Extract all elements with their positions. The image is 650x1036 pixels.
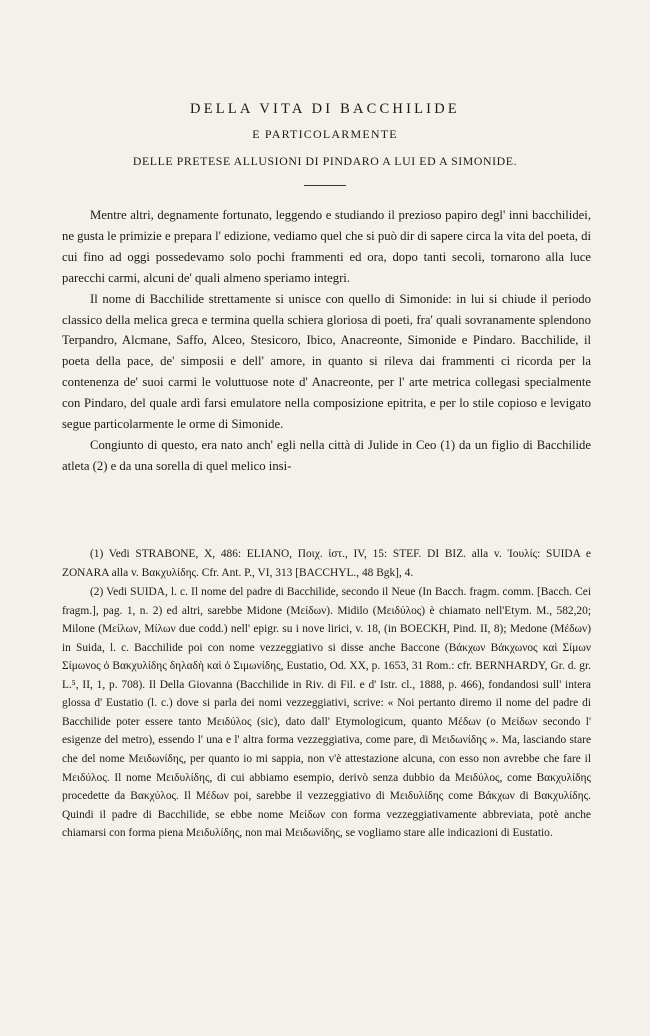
main-text (62, 205, 591, 477)
body-paragraph: Congiunto di questo, era nato anch' egli nella città di Julide in Ceo (1) da un figlio di Bacchilide atleta (2) e da una sorella di quel melico insi- (62, 437, 591, 473)
page-title: DELLA VITA DI BACCHILIDE (190, 101, 460, 117)
page-subtitle: E PARTICOLARMENTE (252, 127, 398, 141)
body-paragraph: Mentre altri, degnamente fortunato, leggendo e studiando il prezioso papiro degl' inni bacchilidei, ne gusta le primizie e prepara l' edizione, vediamo quel che si può dir di sapere circa la vita del poeta, di cui fino ad oggi possedevamo solo pochi frammenti ed ora, dopo tanti secoli, tornarono alla luce parecchi carmi, alcuni de' quali almeno speriamo integri. (62, 208, 591, 285)
title-divider (304, 185, 346, 186)
footnote: (1) Vedi STRABONE, X, 486: ELIANO, Ποιχ. ἱστ., IV, 15: STEF. DI BIZ. alla v. Ἰουλίς: SUIDA e ZONARA alla v. Βακχυλίδης. Cfr. Ant. P., VI, 313 [BACCHYL., 48 Bgk], 4. (62, 548, 591, 579)
footnote: (2) Vedi SUIDA, l. c. Il nome del padre di Bacchilide, secondo il Neue (In Bacch. fragm. comm. [Bacch. Cei fragm.], pag. 1, n. 2) ed altri, sarebbe Midone (Μείδων). Midilo (Μειδύλος) è chiamato nell'Etym. M., 582,20; Milone (Μείλων, Μίλων due codd.) nell' epigr. su i nove lirici, v. 18, (in BOECKH, Pind. II, 8); Medone (Μέδων) in Suida, l. c. Bacchilide poi con nome vezzeggiativo si disse anche Baccone (Βάκχων Βάκχωνος καὶ Σίμων Σίμωνος ὁ Βακχυλίδης δηλαδὴ καὶ ὁ Σιμωνίδης, Eustatio, Od. XX, p. 1653, 31 Rom.: cfr. BERNHARDY, Gr. d. gr. L.⁵, II, 1, p. 708). Il Della Giovanna (Bacchilide in Riv. di Fil. e d' Istr. cl., 1888, p. 466), fondandosi sull' intera glossa d' Eustatio (l. c.) dove si parla dei nomi vezzeggiativi, scrive: « Noi pertanto diremo il nome del padre di Bacchilide poter essere tanto Μειδύλος (sic), dato dall' Etymologicum, quanto Μέδων (o Μείδων secondo l' esigenze del metro), essendo l' una e l' altra forma vezzeggiativa, come pare, di Μειδωνίδης ». Ma, lasciando stare che del nome Μειδωνίδης, per quanto io mi sappia, non v'è attestazione alcuna, con esso non avrebbe che fare il Μειδύλος. Il nome Μειδυλίδης, di cui abbiamo esempio, derivò senza dubbio da Μειδύλος, come Βακχυλίδης procedette da Βακχύλος. Il Μέδων poi, sarebbe il vezzeggiativo di Μειδυλίδης come Βάκχων di Βακχυλίδης. Quindi il padre di Bacchilide, se ebbe nome Μείδων con forma vezzeggiativamente abbreviata, potè anche chiamarsi con forma piena Μειδυλίδης, non mai Μειδωνίδης, se vogliamo stare alle indicazioni di Eustatio. (62, 586, 591, 840)
body-paragraph: Il nome di Bacchilide strettamente si unisce con quello di Simonide: in lui si chiude il periodo classico della melica greca e termina quella schiera gloriosa di poeti, fra' quali sovranamente splendono Terpandro, Alcmane, Saffo, Alceo, Stesicoro, Ibico, Anacreonte, Simonide e Pindaro. Bacchilide, il poeta della pace, de' simposii e dell' amore, in quanto si rileva dai frammenti ci ricorda per la contenenza de' suoi carmi le voluttuose note d' Anacreonte, per l' arte metrica collegasi specialmente con Pindaro, del quale ardì farsi emulatore nella composizione epitrita, e per lo stile copioso e levigato segue particolarmente le orme di Simonide. (62, 291, 591, 432)
footnotes (62, 545, 591, 843)
page-subtitle-2: DELLE PRETESE ALLUSIONI DI PINDARO A LUI ED A SIMONIDE. (132, 154, 518, 168)
